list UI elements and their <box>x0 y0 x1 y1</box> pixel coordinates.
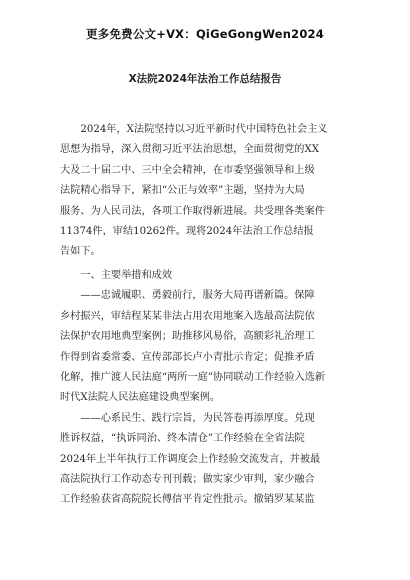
text-line: 工作经验获省高院院长傅信平肯定性批示。撤销罗某某监 <box>60 494 315 506</box>
text-line: 法院精心指导下，紧扣“公正与效率”主题，坚持为大局 <box>60 185 305 197</box>
text-line: 11374件，审结10262件。现将2024年法治工作总结报 <box>60 225 314 237</box>
document-title: X法院2024年法治工作总结报告 <box>128 73 282 85</box>
text-line: ——忠诚履职、勇毅前行，服务大局再谱新篇。保障 <box>60 290 315 302</box>
text-line: ——心系民生、践行宗旨，为民答卷再添厚度。兑现 <box>60 412 315 424</box>
text-line: 化解，推广渡人民法庭“两所一庭”协同联动工作经验入选新 <box>60 371 326 383</box>
promo-banner: 更多免费公文+VX：QiGeGongWen2024 <box>86 27 324 41</box>
section-body <box>60 266 356 511</box>
section-heading: 一、主要举措和成效 <box>60 270 173 281</box>
text-line: 时代X法院人民法庭建设典型案例。 <box>60 392 221 404</box>
text-line: 法保护农用地典型案例；助推移风易俗，高额彩礼治理工 <box>60 331 315 343</box>
text-line: 高法院执行工作动态专刊刊载；做实家少审判，家少融合 <box>60 473 315 485</box>
intro-paragraph <box>60 120 356 263</box>
text-line: 2024年上半年执行工作调度会上作经验交流发言，并被最 <box>60 453 321 465</box>
text-line: 胜诉权益，“执诉同治、终本清仓”工作经验在全省法院 <box>60 433 305 445</box>
text-line: 告如下。 <box>60 246 101 258</box>
text-line: 作得到省委常委、宣传部部长卢小青批示肯定；促推矛盾 <box>60 351 315 363</box>
text-line: 2024年，X法院坚持以习近平新时代中国特色社会主义 <box>60 124 328 135</box>
text-line: 大及二十届二中、三中全会精神，在市委坚强领导和上级 <box>60 164 315 176</box>
text-line: 乡村振兴，审结程某某非法占用农用地案入选最高法院依 <box>60 310 315 322</box>
text-line: 服务、为人民司法，各项工作取得新进展。共受理各类案件 <box>60 205 325 217</box>
text-line: 思想为指导，深入贯彻习近平法治思想，全面贯彻党的XX <box>60 144 320 156</box>
